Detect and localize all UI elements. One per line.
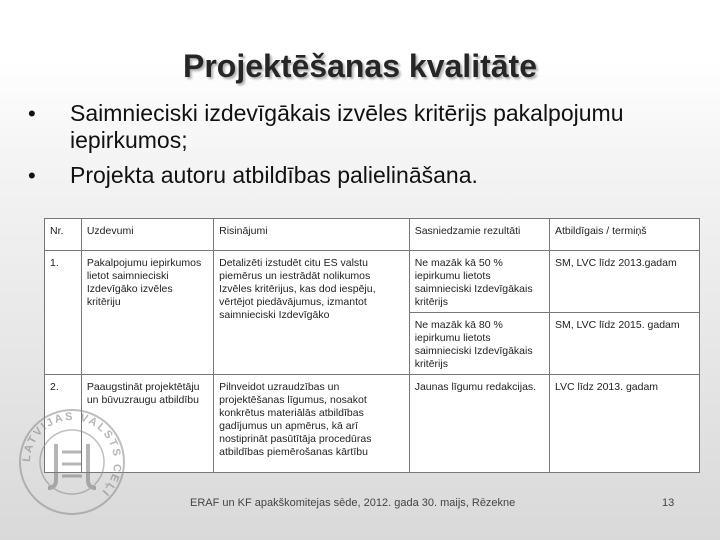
slide-title: Projektēšanas kvalitāte xyxy=(183,48,537,84)
cell-nr: 1. xyxy=(45,251,82,375)
latvian-state-roads-seal-icon xyxy=(16,392,128,532)
cell-task: Paaugstināt projektētāju un būvuzraugu atbildību xyxy=(81,375,213,473)
cell-solution: Pilnveidot uzraudzības un projektēšanas līgumus, nosakot konkrētus materiālās atbildības gadījumus un apmērus, kā arī nostiprināt pasūtītāja procedūras atbildības piemērošanas kārtību xyxy=(214,375,410,473)
header-cell: Uzdevumi xyxy=(81,219,213,251)
cell-result: Jaunas līgumu redakcijas. xyxy=(409,375,549,473)
page-number: 13 xyxy=(662,497,675,509)
bullet-dot-icon: • xyxy=(28,101,36,126)
cell-result: Ne mazāk kā 50 % iepirkumu lietots saimnieciski Izdevīgākais kritērijs xyxy=(409,251,549,313)
cell-solution: Detalizēti izstudēt citu ES valstu piemērus un iestrādāt nolikumos Izvēles kritērijus, kas dod iespēju, vērtējot piedāvājumus, izmantot saimnieciski Izdevīgāko xyxy=(214,251,410,375)
table-row xyxy=(45,251,700,313)
bullet-item: • Projekta autoru atbildības palielināšana. xyxy=(28,162,478,188)
table-header-row xyxy=(45,219,700,251)
cell-task: Pakalpojumu iepirkumos lietot saimnieciski Izdevīgāko izvēles kritēriju xyxy=(81,251,213,375)
cell-responsible: LVC līdz 2013. gadam xyxy=(549,375,699,473)
cell-responsible: SM, LVC līdz 2015. gadam xyxy=(549,313,699,375)
table-row xyxy=(45,375,700,473)
bullet-item: • Saimnieciski izdevīgākais izvēles kritērijs pakalpojumu iepirkumos; xyxy=(28,100,624,153)
tasks-table xyxy=(44,218,700,473)
header-cell: Sasniedzamie rezultāti xyxy=(409,219,549,251)
header-cell: Risinājumi xyxy=(214,219,410,251)
footer-text: ERAF un KF apakškomitejas sēde, 2012. gada 30. maijs, Rēzekne xyxy=(190,497,516,509)
cell-responsible: SM, LVC līdz 2013.gadam xyxy=(549,251,699,313)
seal-text: LATVIJAS VALSTS CEĻI xyxy=(20,410,124,500)
header-cell: Nr. xyxy=(45,219,82,251)
cell-nr: 2. xyxy=(45,375,82,473)
bullet-list xyxy=(22,100,702,197)
bullet-dot-icon: • xyxy=(28,163,36,188)
header-cell: Atbildīgais / termiņš xyxy=(549,219,699,251)
cell-result: Ne mazāk kā 80 % iepirkumu lietots saimnieciski Izdevīgākais kritērijs xyxy=(409,313,549,375)
